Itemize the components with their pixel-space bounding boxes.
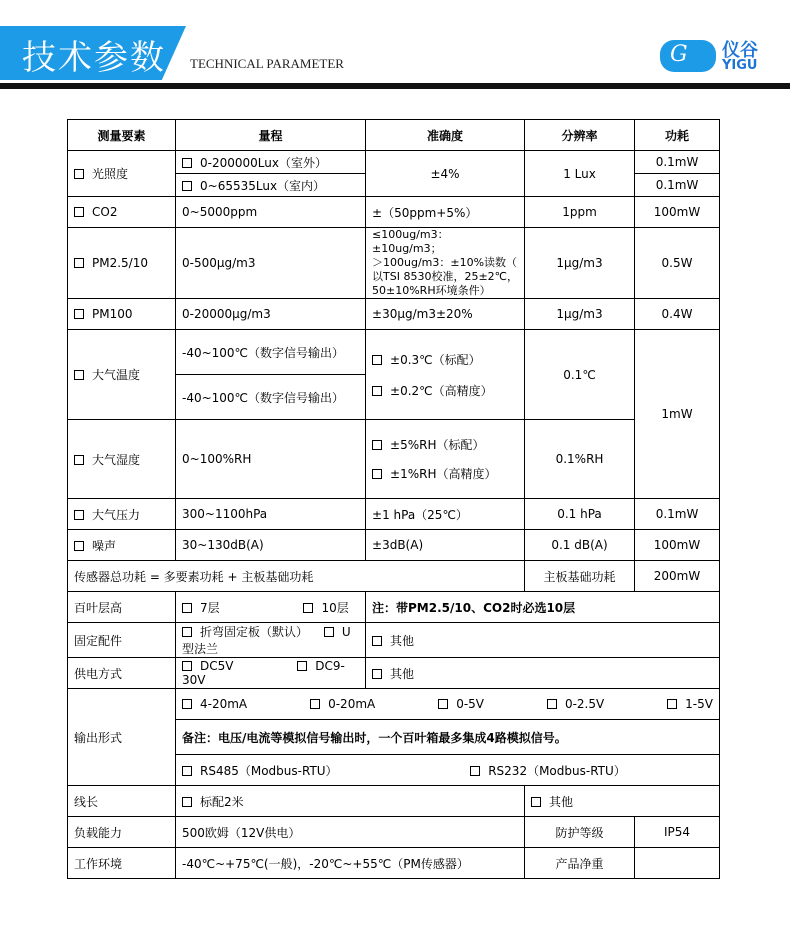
output-digital-opts <box>176 755 720 786</box>
checkbox[interactable] <box>372 469 382 479</box>
load-value: 500欧姆（12V供电） <box>176 817 525 848</box>
pm100-power: 0.4W <box>635 299 720 330</box>
mount-opt-other[interactable]: 其他 <box>366 623 720 658</box>
row-name-humidity[interactable]: 大气湿度 <box>68 420 176 499</box>
output-opt[interactable]: 0-5V <box>438 697 484 711</box>
checkbox[interactable] <box>667 699 677 709</box>
pressure-resolution: 0.1 hPa <box>525 499 635 530</box>
checkbox[interactable] <box>372 355 382 365</box>
light-power: 0.1mW <box>635 151 720 174</box>
pm100-accuracy: ±30μg/m3±20% <box>366 299 525 330</box>
checkbox[interactable] <box>438 699 448 709</box>
checkbox[interactable] <box>74 207 84 217</box>
pressure-accuracy: ±1 hPa（25℃） <box>366 499 525 530</box>
table-row <box>68 817 720 848</box>
header-cell: 功耗 <box>635 120 720 151</box>
env-label: 工作环境 <box>68 848 176 879</box>
pm25-power: 0.5W <box>635 228 720 299</box>
checkbox[interactable] <box>74 455 84 465</box>
noise-accuracy: ±3dB(A) <box>366 530 525 561</box>
checkbox[interactable] <box>372 669 382 679</box>
table-row <box>68 623 720 658</box>
output-note: 备注：电压/电流等模拟信号输出时，一个百叶箱最多集成4路模拟信号。 <box>176 720 720 755</box>
table-row <box>68 658 720 689</box>
co2-range: 0~5000ppm <box>176 197 366 228</box>
checkbox[interactable] <box>182 797 192 807</box>
checkbox[interactable] <box>547 699 557 709</box>
base-power-label: 主板基础功耗 <box>525 561 635 592</box>
cable-label: 线长 <box>68 786 176 817</box>
table-row <box>68 330 720 375</box>
temp-range: -40~100℃（数字信号输出） <box>176 330 366 375</box>
row-name-light[interactable]: 光照度 <box>68 151 176 197</box>
pm25-resolution: 1μg/m3 <box>525 228 635 299</box>
protection-label: 防护等级 <box>525 817 635 848</box>
spec-table <box>67 119 720 879</box>
humidity-resolution: 0.1%RH <box>525 420 635 499</box>
row-name-temp[interactable]: 大气温度 <box>68 330 176 420</box>
louver-opt-7[interactable]: 7层 10层 <box>176 592 366 623</box>
checkbox[interactable] <box>303 603 313 613</box>
table-row <box>68 228 720 299</box>
cable-opt-standard[interactable]: 标配2米 <box>176 786 525 817</box>
header-cell: 分辨率 <box>525 120 635 151</box>
brand-logo <box>660 36 770 76</box>
noise-resolution: 0.1 dB(A) <box>525 530 635 561</box>
co2-power: 100mW <box>635 197 720 228</box>
checkbox[interactable] <box>74 370 84 380</box>
table-row <box>68 499 720 530</box>
output-label: 输出形式 <box>68 689 176 786</box>
power-supply-opt-other[interactable]: 其他 <box>366 658 720 689</box>
table-row <box>68 786 720 817</box>
logo-cn-text: 仪谷 <box>722 40 758 61</box>
table-row <box>68 530 720 561</box>
header-rule <box>0 83 790 89</box>
table-row <box>68 299 720 330</box>
row-name-pressure[interactable]: 大气压力 <box>68 499 176 530</box>
header-cell: 测量要素 <box>68 120 176 151</box>
table-row <box>68 151 720 174</box>
pressure-range: 300~1100hPa <box>176 499 366 530</box>
light-resolution: 1 Lux <box>525 151 635 197</box>
checkbox[interactable] <box>297 661 307 671</box>
output-opt-rs485[interactable]: RS485（Modbus-RTU） <box>182 764 338 778</box>
checkbox[interactable] <box>182 603 192 613</box>
pm100-resolution: 1μg/m3 <box>525 299 635 330</box>
row-name-co2[interactable]: CO2 <box>68 197 176 228</box>
pressure-power: 0.1mW <box>635 499 720 530</box>
output-opt[interactable]: 0-20mA <box>310 697 375 711</box>
weight-value <box>635 848 720 879</box>
base-power-value: 200mW <box>635 561 720 592</box>
cable-opt-other[interactable]: 其他 <box>525 786 720 817</box>
logo-mark-icon: G <box>660 40 716 72</box>
table-row <box>68 689 720 720</box>
table-header-row <box>68 120 720 151</box>
co2-resolution: 1ppm <box>525 197 635 228</box>
temp-humidity-power: 1mW <box>635 330 720 499</box>
temp-range: -40~100℃（数字信号输出） <box>176 375 366 420</box>
mount-label: 固定配件 <box>68 623 176 658</box>
checkbox[interactable] <box>74 510 84 520</box>
row-name-noise[interactable]: 噪声 <box>68 530 176 561</box>
co2-accuracy: ±（50ppm+5%） <box>366 197 525 228</box>
page-subtitle: TECHNICAL PARAMETER <box>190 56 344 71</box>
power-supply-label: 供电方式 <box>68 658 176 689</box>
light-range-indoor[interactable]: 0~65535Lux（室内） <box>176 174 366 197</box>
output-opt-rs232[interactable]: RS232（Modbus-RTU） <box>470 764 626 778</box>
checkbox[interactable] <box>372 440 382 450</box>
pm100-range: 0-20000μg/m3 <box>176 299 366 330</box>
protection-value: IP54 <box>635 817 720 848</box>
mount-opt[interactable]: 折弯固定板（默认） U型法兰 <box>176 623 366 658</box>
weight-label: 产品净重 <box>525 848 635 879</box>
checkbox[interactable] <box>531 797 541 807</box>
humidity-accuracy: ±5%RH（标配） ±1%RH（高精度） <box>366 420 525 499</box>
table-row <box>68 592 720 623</box>
output-analog-opts <box>176 689 720 720</box>
checkbox[interactable] <box>182 661 192 671</box>
noise-range: 30~130dB(A) <box>176 530 366 561</box>
total-power-formula: 传感器总功耗 = 多要素功耗 + 主板基础功耗 <box>68 561 525 592</box>
header-cell: 准确度 <box>366 120 525 151</box>
checkbox[interactable] <box>182 627 192 637</box>
checkbox[interactable] <box>182 699 192 709</box>
header-cell: 量程 <box>176 120 366 151</box>
checkbox[interactable] <box>470 766 480 776</box>
temp-resolution: 0.1℃ <box>525 330 635 420</box>
checkbox[interactable] <box>182 158 192 168</box>
checkbox[interactable] <box>372 636 382 646</box>
checkbox[interactable] <box>310 699 320 709</box>
noise-power: 100mW <box>635 530 720 561</box>
page-title: 技术参数 <box>22 38 166 78</box>
checkbox[interactable] <box>74 309 84 319</box>
env-value: -40℃~+75℃(一般)，-20℃~+55℃（PM传感器） <box>176 848 525 879</box>
table-row <box>68 848 720 879</box>
louver-label: 百叶层高 <box>68 592 176 623</box>
load-label: 负载能力 <box>68 817 176 848</box>
light-power: 0.1mW <box>635 174 720 197</box>
humidity-range: 0~100%RH <box>176 420 366 499</box>
output-opt[interactable]: 0-2.5V <box>547 697 604 711</box>
power-supply-opt[interactable]: DC5V DC9-30V <box>176 658 366 689</box>
checkbox[interactable] <box>74 169 84 179</box>
light-accuracy: ±4% <box>366 151 525 197</box>
pm25-accuracy: ≤100ug/m3：±10ug/m3； ＞100ug/m3：±10%读数（ 以TSI 8530校准，25±2℃， 50±10%RH环境条件） <box>366 228 525 299</box>
checkbox[interactable] <box>74 258 84 268</box>
row-name-pm100[interactable]: PM100 <box>68 299 176 330</box>
light-range-outdoor[interactable]: 0-200000Lux（室外） <box>176 151 366 174</box>
temp-accuracy: ±0.3℃（标配） ±0.2℃（高精度） <box>366 330 525 420</box>
table-row <box>68 561 720 592</box>
pm25-range: 0-500μg/m3 <box>176 228 366 299</box>
checkbox[interactable] <box>182 181 192 191</box>
louver-note: 注：带PM2.5/10、CO2时必选10层 <box>366 592 720 623</box>
checkbox[interactable] <box>74 541 84 551</box>
output-opt[interactable]: 4-20mA <box>182 697 247 711</box>
table-row <box>68 197 720 228</box>
checkbox[interactable] <box>372 386 382 396</box>
page-header <box>0 0 790 95</box>
logo-en-text: YIGU <box>722 58 758 73</box>
checkbox[interactable] <box>324 627 334 637</box>
checkbox[interactable] <box>182 766 192 776</box>
output-opt[interactable]: 1-5V <box>667 697 713 711</box>
row-name-pm25[interactable]: PM2.5/10 <box>68 228 176 299</box>
